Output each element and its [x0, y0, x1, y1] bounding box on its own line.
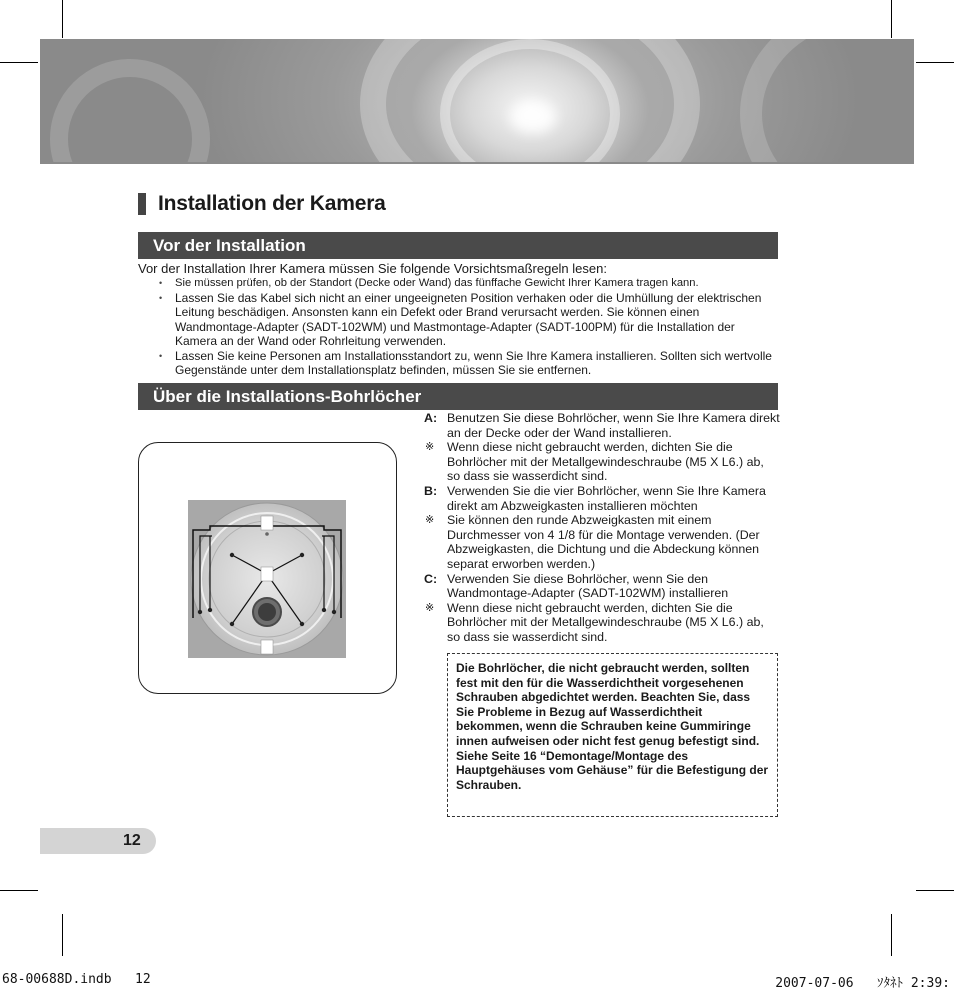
list-item: • Sie müssen prüfen, ob der Standort (Decke oder Wand) das fünffache Gewicht Ihrer Kamera tragen kann.	[156, 276, 778, 291]
note-label: B:	[424, 483, 438, 498]
footer-file-info: 68-00688D.indb 12	[2, 972, 151, 987]
precaution-list	[156, 276, 778, 378]
note-text: Verwenden Sie die vier Bohrlöcher, wenn Sie Ihre Kamera direkt am Abzweigkasten installieren möchten	[447, 483, 766, 513]
note-b	[418, 484, 780, 513]
camera-base-illustration	[188, 500, 346, 658]
crop-mark	[891, 914, 892, 956]
page-number: 12	[40, 828, 156, 854]
crop-mark	[916, 890, 954, 891]
crop-mark	[0, 62, 38, 63]
list-item: • Lassen Sie das Kabel sich nicht an einer ungeeigneten Position verhaken oder die Umhüllung der elektrischen Leitung beschädigen. Ansonsten kann ein Defekt oder Brand verursacht werden. Sie können einen Wandmontage-Adapter (SADT-102WM) und Mastmontage-Adapter (SADT-100PM) für die Installation der Kamera an der Wand oder Rohrleitung verwenden.	[156, 291, 778, 349]
note-c	[418, 572, 780, 601]
crop-mark	[0, 890, 38, 891]
drill-hole-notes	[418, 411, 780, 645]
crop-mark	[916, 62, 954, 63]
note-label: A:	[424, 411, 438, 425]
remark-icon: ※	[425, 514, 435, 527]
page-title: Installation der Kamera	[158, 192, 386, 215]
warning-box	[447, 653, 778, 817]
note-text: Benutzen Sie diese Bohrlöcher, wenn Sie Ihre Kamera direkt an der Decke oder der Wand installieren.	[447, 411, 780, 440]
page-title-block	[138, 192, 386, 216]
note-label: C:	[424, 571, 438, 586]
note-c-remark	[418, 601, 780, 645]
note-text: Verwenden Sie diese Bohrlöcher, wenn Sie den Wandmontage-Adapter (SADT-102WM) installieren	[447, 571, 729, 601]
note-text: Wenn diese nicht gebraucht werden, dichten Sie die Bohrlöcher mit der Metallgewindeschraube (M5 X L6.) ab, so dass sie wasserdicht sind.	[447, 600, 764, 644]
drill-hole-diagram	[138, 442, 397, 694]
note-text: Wenn diese nicht gebraucht werden, dichten Sie die Bohrlöcher mit der Metallgewindeschraube (M5 X L6.) ab, so dass sie wasserdicht sind.	[447, 440, 764, 484]
note-a	[418, 411, 780, 440]
crop-mark	[891, 0, 892, 38]
header-banner	[40, 39, 914, 164]
intro-text: Vor der Installation Ihrer Kamera müssen Sie folgende Vorsichtsmaßregeln lesen:	[138, 261, 607, 276]
note-a-remark	[418, 440, 780, 484]
remark-icon: ※	[425, 601, 435, 614]
section-heading-drill-holes: Über die Installations-Bohrlöcher	[138, 383, 778, 410]
title-marker	[138, 193, 146, 215]
list-item: • Lassen Sie keine Personen am Installationsstandort zu, wenn Sie Ihre Kamera installieren. Sollten sich wertvolle Gegenstände unter dem Installationsplatz befinden, müssen Sie sie entfernen.	[156, 349, 778, 378]
note-b-remark	[418, 513, 780, 571]
crop-mark	[62, 0, 63, 38]
remark-icon: ※	[425, 441, 435, 454]
section-heading-before-installation: Vor der Installation	[138, 232, 778, 259]
warning-reference: Siehe Seite 16 “Demontage/Montage des Hauptgehäuses vom Gehäuse” für die Befestigung der Schrauben.	[456, 748, 769, 792]
note-text: Sie können den runde Abzweigkasten mit einem Durchmesser von 4 1/8 für die Montage verwenden. (Der Abzweigkasten, die Dichtung und die Abdeckung können separat erworben werden.)	[447, 513, 760, 571]
crop-mark	[62, 914, 63, 956]
warning-text: Die Bohrlöcher, die nicht gebraucht werden, sollten fest mit den für die Wasserdichtheit vorgesehenen Schrauben abgedichtet werden. Beachten Sie, dass Sie Probleme in Bezug auf Wasserdichtheit bekommen, wenn die Schrauben keine Gummiringe innen aufweisen oder nicht fest genug befestigt sind.	[456, 661, 760, 748]
footer-timestamp: 2007-07-06 ｿﾀﾈﾄ 2:39:	[775, 976, 950, 991]
